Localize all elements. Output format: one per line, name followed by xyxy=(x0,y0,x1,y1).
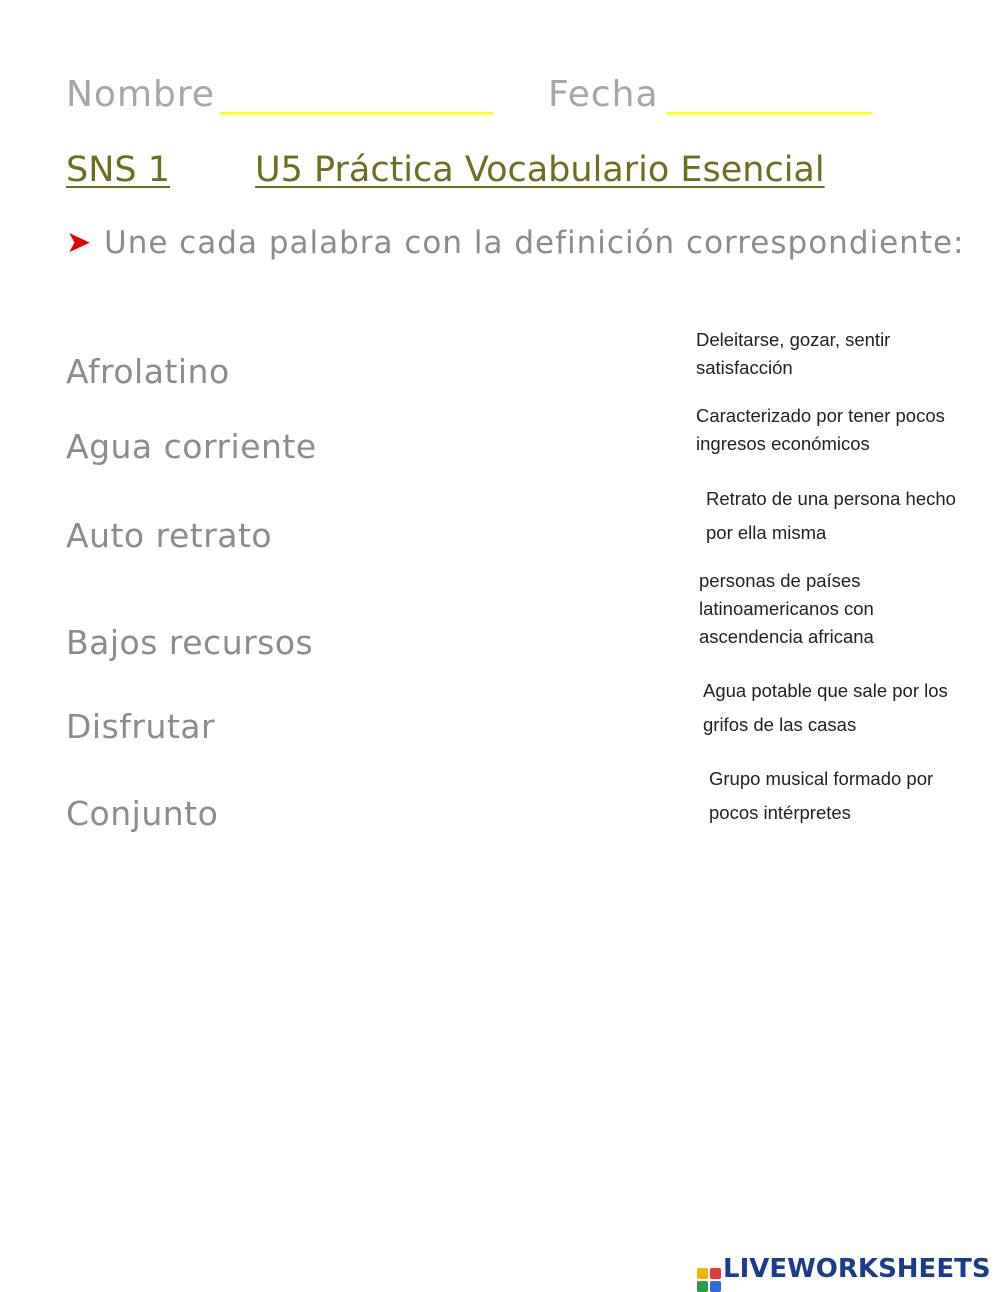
definition-item[interactable]: Caracterizado por tener pocos ingresos económicos xyxy=(696,405,945,454)
liveworksheets-logo xyxy=(697,1254,991,1292)
word-item[interactable]: Conjunto xyxy=(66,794,219,833)
logo-text: LIVEWORKSHEETS xyxy=(723,1254,991,1284)
fecha-blank-line[interactable]: ____________ xyxy=(667,74,871,115)
definition-item[interactable]: Agua potable que sale por los grifos de las casas xyxy=(703,680,948,735)
word-item[interactable]: Disfrutar xyxy=(66,707,216,746)
word-item[interactable]: Auto retrato xyxy=(66,516,273,555)
definition-item[interactable]: Retrato de una persona hecho por ella misma xyxy=(706,488,956,543)
arrow-bullet-icon: ➤ xyxy=(66,225,92,260)
definition-item[interactable]: Deleitarse, gozar, sentir satisfacción xyxy=(696,329,891,378)
unit-title: U5 Práctica Vocabulario Esencial xyxy=(255,150,825,190)
definition-item[interactable]: personas de países latinoamericanos con ascendencia africana xyxy=(699,570,874,647)
liveworksheets-logo-icon xyxy=(697,1268,721,1292)
definition-item[interactable]: Grupo musical formado por pocos intérpretes xyxy=(709,768,934,823)
word-item[interactable]: Bajos recursos xyxy=(66,623,314,662)
instruction-text: Une cada palabra con la definición correspondiente: xyxy=(104,225,965,261)
fecha-label: Fecha xyxy=(548,74,659,115)
word-item[interactable]: Agua corriente xyxy=(66,427,317,466)
course-title: SNS 1 xyxy=(66,150,171,190)
word-item[interactable]: Afrolatino xyxy=(66,352,230,391)
nombre-label: Nombre xyxy=(66,74,216,115)
nombre-blank-line[interactable]: ________________ xyxy=(220,74,492,115)
